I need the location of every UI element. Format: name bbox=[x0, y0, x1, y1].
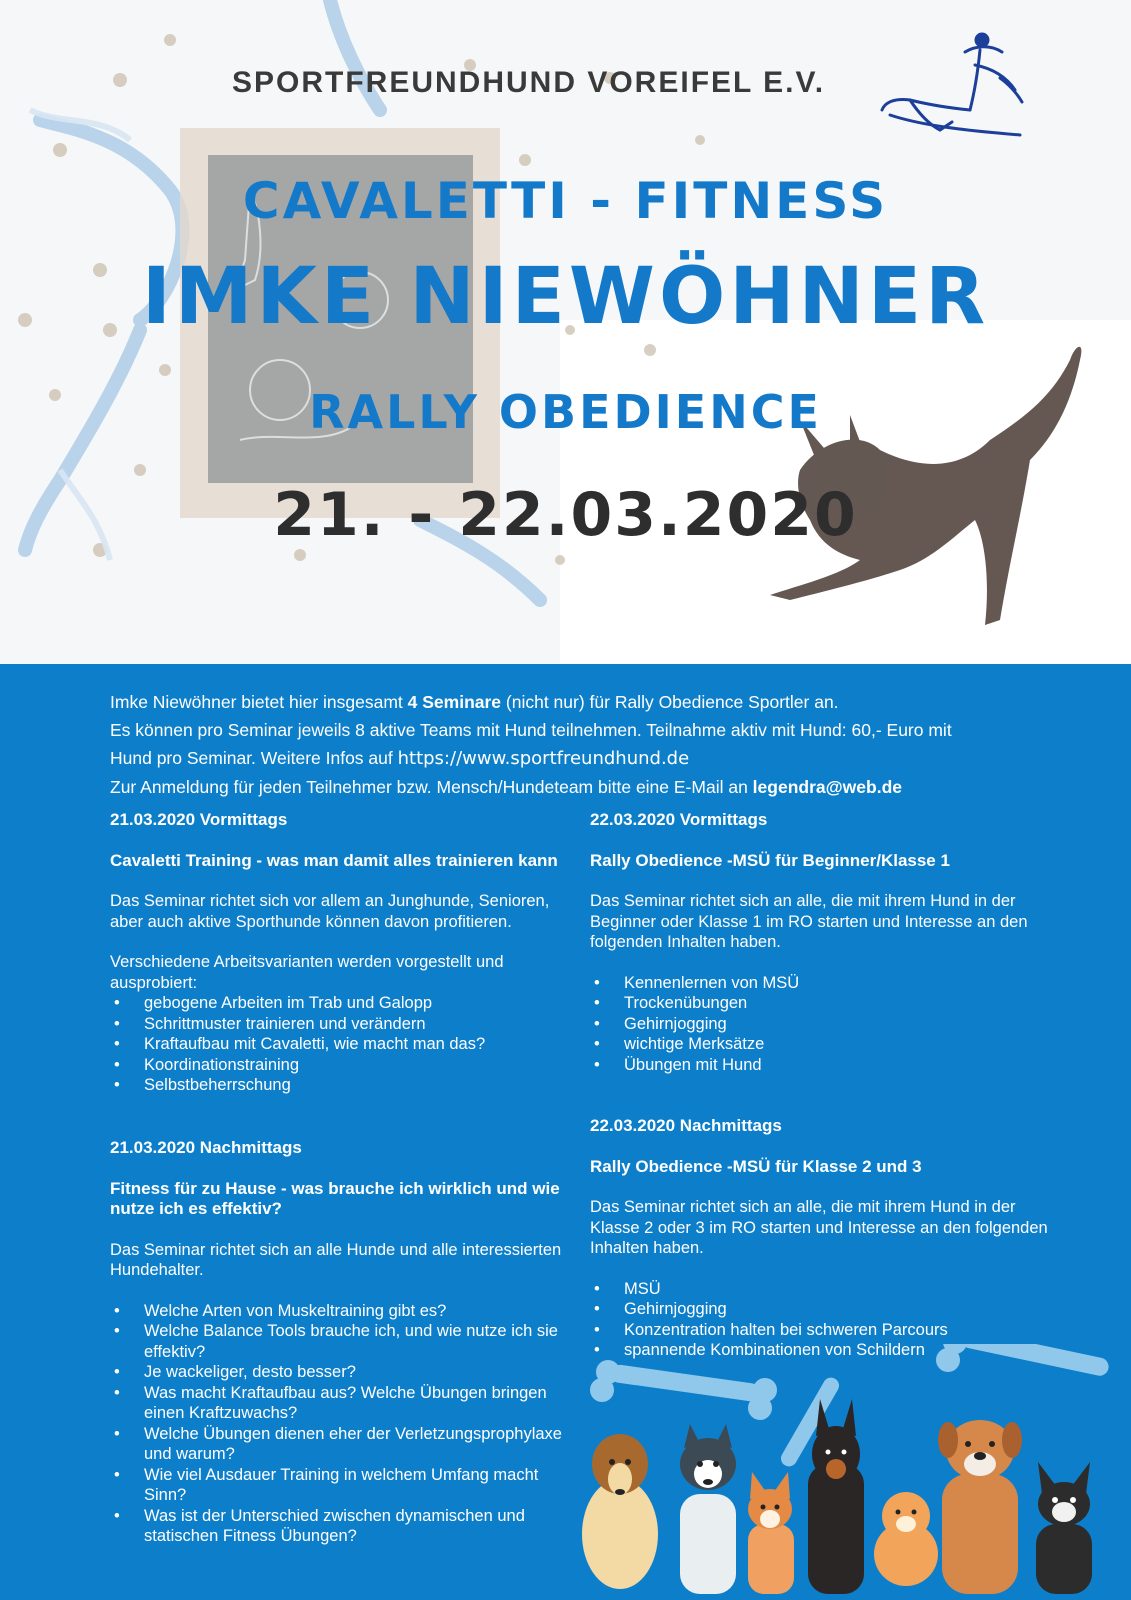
seminar-3-title: Rally Obedience -MSÜ für Beginner/Klasse 1 bbox=[590, 850, 950, 870]
list-item: • Schrittmuster trainieren und verändern bbox=[110, 1014, 580, 1035]
seminar-4-date: 22.03.2020 Nachmittags bbox=[590, 1116, 782, 1135]
seminar-2-list bbox=[110, 1301, 580, 1547]
list-item: • Übungen mit Hund bbox=[590, 1055, 1060, 1076]
list-item: • Welche Übungen dienen eher der Verletzungsprophylaxe und warum? bbox=[110, 1424, 580, 1465]
list-item: • Koordinationstraining bbox=[110, 1055, 580, 1076]
list-item: • Selbstbeherrschung bbox=[110, 1075, 580, 1096]
bulldog-dog-icon bbox=[1036, 1462, 1092, 1594]
email-link[interactable]: legendra@web.de bbox=[752, 777, 902, 797]
club-logo bbox=[880, 30, 1040, 150]
seminar-2-title: Fitness für zu Hause - was brauche ich wirklich und wie nutze ich es effektiv? bbox=[110, 1178, 560, 1218]
list-item: • Gehirnjogging bbox=[590, 1014, 1060, 1035]
seminar-3-list bbox=[590, 973, 1060, 1076]
hero-section bbox=[0, 0, 1131, 664]
seminar-2-desc: Das Seminar richtet sich an alle Hunde und alle interessierten Hundehalter. bbox=[110, 1240, 562, 1279]
seminar-3-desc: Das Seminar richtet sich an alle, die mit ihrem Hund in der Beginner oder Klasse 1 im RO starten und Interesse an den folgenden Inhalten haben. bbox=[590, 892, 1028, 951]
event-date: 21. - 22.03.2020 bbox=[273, 480, 858, 550]
intro-line4a: Zur Anmeldung für jeden Teilnehmer bzw. Mensch/Hundeteam bitte eine E-Mail an bbox=[110, 777, 753, 797]
list-item: • Welche Arten von Muskeltraining gibt es? bbox=[110, 1301, 580, 1322]
info-panel bbox=[0, 664, 1131, 1600]
seminar-4 bbox=[590, 1116, 1060, 1361]
list-item: • gebogene Arbeiten im Trab und Galopp bbox=[110, 993, 580, 1014]
intro-line1c: (nicht nur) für Rally Obedience Sportler an. bbox=[501, 692, 839, 712]
list-item: • wichtige Merksätze bbox=[590, 1034, 1060, 1055]
seminar-4-desc: Das Seminar richtet sich an alle, die mit ihrem Hund in der Klasse 2 oder 3 im RO starten und Interesse an den folgenden Inhalten haben. bbox=[590, 1198, 1048, 1257]
list-item: • Wie viel Ausdauer Training in welchem Umfang macht Sinn? bbox=[110, 1465, 580, 1506]
club-name: SPORTFREUNDHUND VOREIFEL E.V. bbox=[232, 66, 826, 99]
seminar-1-title: Cavaletti Training - was man damit alles trainieren kann bbox=[110, 850, 558, 870]
intro-text bbox=[110, 688, 1010, 801]
list-item: • Kennenlernen von MSÜ bbox=[590, 973, 1060, 994]
list-item: • Konzentration halten bei schweren Parcours bbox=[590, 1320, 1060, 1341]
seminar-2-date: 21.03.2020 Nachmittags bbox=[110, 1138, 302, 1157]
pomeranian-dog-icon bbox=[874, 1492, 938, 1586]
list-item: • Trockenübungen bbox=[590, 993, 1060, 1014]
seminar-count: 4 Seminare bbox=[407, 692, 502, 712]
boxer-dog-icon bbox=[938, 1420, 1022, 1594]
doberman-dog-icon bbox=[808, 1399, 864, 1594]
seminar-4-title: Rally Obedience -MSÜ für Klasse 2 und 3 bbox=[590, 1156, 922, 1176]
seminar-1-list bbox=[110, 993, 580, 1096]
speaker-name: IMKE NIEWÖHNER bbox=[141, 252, 990, 342]
seminar-2 bbox=[110, 1138, 580, 1547]
list-item: • MSÜ bbox=[590, 1279, 1060, 1300]
seminar-3-date: 22.03.2020 Vormittags bbox=[590, 810, 768, 829]
topic-rally-obedience: RALLY OBEDIENCE bbox=[309, 385, 822, 439]
collie-dog-icon bbox=[582, 1434, 658, 1589]
intro-line1a: Imke Niewöhner bietet hier insgesamt bbox=[110, 692, 408, 712]
list-item: • Je wackeliger, desto besser? bbox=[110, 1362, 580, 1383]
list-item: • Welche Balance Tools brauche ich, und wie nutze ich sie effektiv? bbox=[110, 1321, 580, 1362]
list-item: • Gehirnjogging bbox=[590, 1299, 1060, 1320]
seminar-3 bbox=[590, 810, 1060, 1075]
list-item: • spannende Kombinationen von Schildern bbox=[590, 1340, 1060, 1361]
intro-line3a: Hund pro Seminar. Weitere Infos auf bbox=[110, 748, 398, 768]
corgi-dog-icon bbox=[748, 1472, 794, 1594]
husky-dog-icon bbox=[680, 1424, 736, 1594]
seminar-1 bbox=[110, 810, 580, 1096]
seminar-1-desc: Das Seminar richtet sich vor allem an Junghunde, Senioren, aber auch aktive Sporthunde können davon profitieren. bbox=[110, 892, 550, 931]
list-item: • Was macht Kraftaufbau aus? Welche Übungen bringen einen Kraftzuwachs? bbox=[110, 1383, 580, 1424]
seminar-1-intro: Verschiedene Arbeitsvarianten werden vorgestellt und ausprobiert: bbox=[110, 953, 504, 992]
website-link[interactable]: https://www.sportfreundhund.de bbox=[397, 748, 690, 769]
list-item: • Kraftaufbau mit Cavaletti, wie macht man das? bbox=[110, 1034, 580, 1055]
topic-cavaletti-fitness: CAVALETTI - FITNESS bbox=[242, 172, 889, 230]
list-item: • Was ist der Unterschied zwischen dynamischen und statischen Fitness Übungen? bbox=[110, 1506, 580, 1547]
intro-line2: Es können pro Seminar jeweils 8 aktive Teams mit Hund teilnehmen. Teilnahme aktiv mit Hund: 60,- Euro mit bbox=[110, 720, 952, 740]
dogs-illustration bbox=[580, 1344, 1131, 1600]
seminar-1-date: 21.03.2020 Vormittags bbox=[110, 810, 288, 829]
